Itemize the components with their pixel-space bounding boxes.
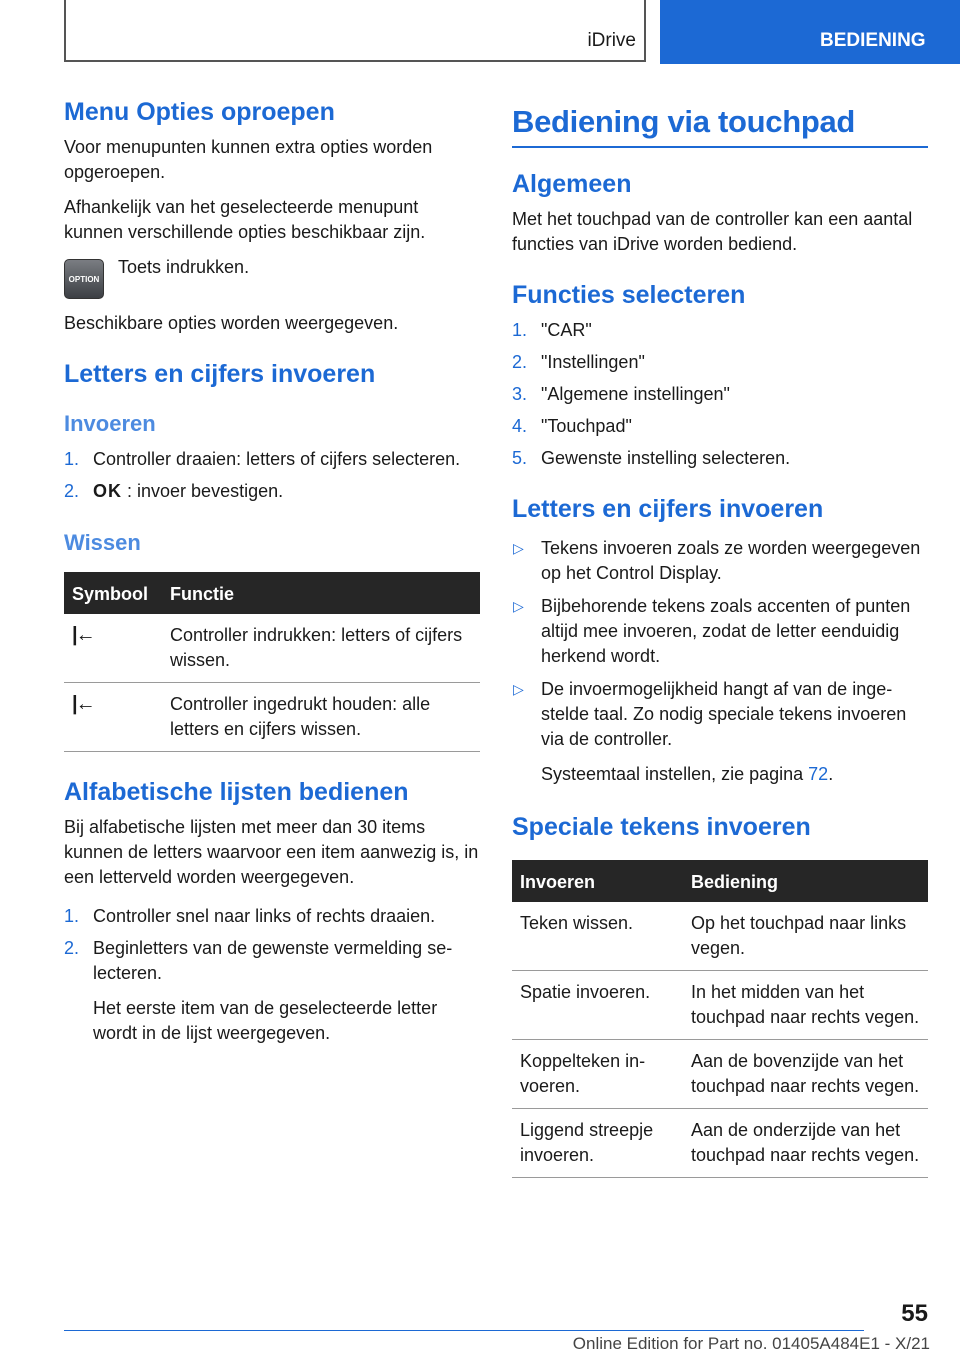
list-item: 1. "CAR" <box>512 318 928 343</box>
menu-options-heading: Menu Opties oproepen <box>64 98 335 126</box>
table-header-cell: Symbool <box>64 572 162 614</box>
table-header-cell: Functie <box>162 572 480 614</box>
special-chars-heading: Speciale tekens invoeren <box>512 813 811 841</box>
invoeren-steps <box>64 447 480 504</box>
table-row <box>512 971 928 1040</box>
table-row <box>64 683 480 752</box>
left-column <box>64 98 480 1056</box>
list-item: 1. Controller snel naar links of rechts draaien. <box>64 904 480 929</box>
step-number: 1. <box>64 449 80 469</box>
page-title: Bediening via touchpad <box>512 104 928 148</box>
table-row <box>512 1040 928 1109</box>
list-item: 1. Controller draaien: letters of cijfers selecteren. <box>64 447 480 472</box>
menu-options-intro: Voor menupunten kunnen extra opties worden opgeroepen. <box>64 137 433 182</box>
step-number: 4. <box>512 416 528 436</box>
list-item: ▷ Tekens invoeren zoals ze worden weergegeven op het Control Display. <box>513 538 921 583</box>
list-item: 4. "Touchpad" <box>512 414 928 439</box>
letters-digits-heading: Letters en cijfers invoeren <box>64 360 376 388</box>
header-section-title: iDrive <box>587 30 636 51</box>
footer-edition: Online Edition for Part no. 01405A484E1 - X/21 <box>572 1334 930 1353</box>
table-row <box>64 614 480 683</box>
language-reference: Systeemtaal instellen, zie pagina 72. <box>541 764 834 784</box>
table-cell: Op het touchpad naar links vegen. <box>683 902 928 971</box>
triangle-bullet-icon: ▷ <box>513 540 524 556</box>
table-cell: Controller ingedrukt houden: alle letters en cijfers wissen. <box>162 683 480 752</box>
table-cell: Aan de onderzijde van het touchpad naar rechts vegen. <box>683 1109 928 1178</box>
functions-steps <box>512 318 928 471</box>
list-item: 2. "Instellingen" <box>512 350 928 375</box>
table-cell: Teken wissen. <box>512 902 683 971</box>
option-button-row <box>64 255 480 299</box>
page-link[interactable]: 72 <box>808 764 829 784</box>
right-column <box>512 98 928 1204</box>
step-number: 1. <box>512 320 528 340</box>
table-cell: In het midden van het touchpad naar rechts vegen. <box>683 971 928 1040</box>
table-row <box>512 902 928 971</box>
list-item: 2. Beginletters van de gewenste vermelding selecteren. <box>64 938 453 983</box>
step-number: 2. <box>64 481 80 501</box>
special-chars-table <box>512 860 928 1178</box>
invoeren-heading: Invoeren <box>64 411 156 436</box>
table-header-cell: Bediening <box>683 860 928 902</box>
table-header-row <box>64 572 480 614</box>
backspace-icon: |← <box>64 614 162 683</box>
list-item: ▷ De invoermogelijkheid hangt af van de ingestelde taal. Zo nodig speciale tekens invoeren via de controller. <box>513 679 907 749</box>
step-number: 2. <box>64 938 80 958</box>
alphabetic-lists-heading: Alfabetische lijsten bedienen <box>64 778 409 806</box>
chapter-label: BEDIENING <box>820 30 926 51</box>
triangle-bullet-icon: ▷ <box>513 681 524 697</box>
table-header-row <box>512 860 928 902</box>
step-number: 2. <box>512 352 528 372</box>
touchpad-letters-heading: Letters en cijfers invoeren <box>512 495 824 523</box>
general-heading: Algemeen <box>512 170 632 198</box>
triangle-bullet-icon: ▷ <box>513 598 524 614</box>
table-header-cell: Invoeren <box>512 860 683 902</box>
step-number: 3. <box>512 384 528 404</box>
table-cell: Liggend streepje invoeren. <box>512 1109 683 1178</box>
functions-heading: Functies selecteren <box>512 281 746 309</box>
backspace-icon: |← <box>64 683 162 752</box>
table-cell: Aan de bovenzijde van het touchpad naar rechts vegen. <box>683 1040 928 1109</box>
list-item: 5. Gewenste instelling selecteren. <box>512 446 928 471</box>
touchpad-bullets <box>512 536 928 752</box>
wissen-heading: Wissen <box>64 530 141 555</box>
list-item: 2. OK : invoer bevestigen. <box>64 479 480 504</box>
footer-divider <box>64 1330 864 1331</box>
page-number: 55 <box>901 1300 928 1327</box>
wissen-table <box>64 572 480 752</box>
option-button-text: Toets indrukken. <box>118 257 250 277</box>
table-cell: Spatie invoeren. <box>512 971 683 1040</box>
table-cell: Koppelteken invoeren. <box>512 1040 683 1109</box>
step-number: 1. <box>64 906 80 926</box>
option-button-icon: OPTION <box>64 259 104 299</box>
alphabetic-note: Het eerste item van de geselecteerde letter wordt in de lijst weergegeven. <box>93 998 438 1043</box>
general-text: Met het touchpad van de controller kan een aantal functies van iDrive worden bediend. <box>512 209 913 254</box>
alphabetic-lists-intro: Bij alfabetische lijsten met meer dan 30 items kunnen de letters waarvoor een item aanwezig is, in een letterveld worden weergegeven. <box>64 817 479 887</box>
list-item: ▷ Bijbehorende tekens zoals accenten of punten altijd mee invoeren, zodat de letter eenduidig herkend wordt. <box>513 596 911 666</box>
menu-options-detail: Afhankelijk van het geselecteerde menupunt kunnen verschillende opties beschikbaar zijn. <box>64 197 426 242</box>
table-cell: Controller indrukken: letters of cijfers wissen. <box>162 614 480 683</box>
header-chapter-tab <box>660 0 960 64</box>
menu-options-result: Beschikbare opties worden weergegeven. <box>64 313 399 333</box>
alphabetic-steps <box>64 904 480 986</box>
list-item: 3. "Algemene instellingen" <box>512 382 928 407</box>
table-row <box>512 1109 928 1178</box>
step-number: 5. <box>512 448 528 468</box>
ok-icon: OK <box>93 481 122 501</box>
